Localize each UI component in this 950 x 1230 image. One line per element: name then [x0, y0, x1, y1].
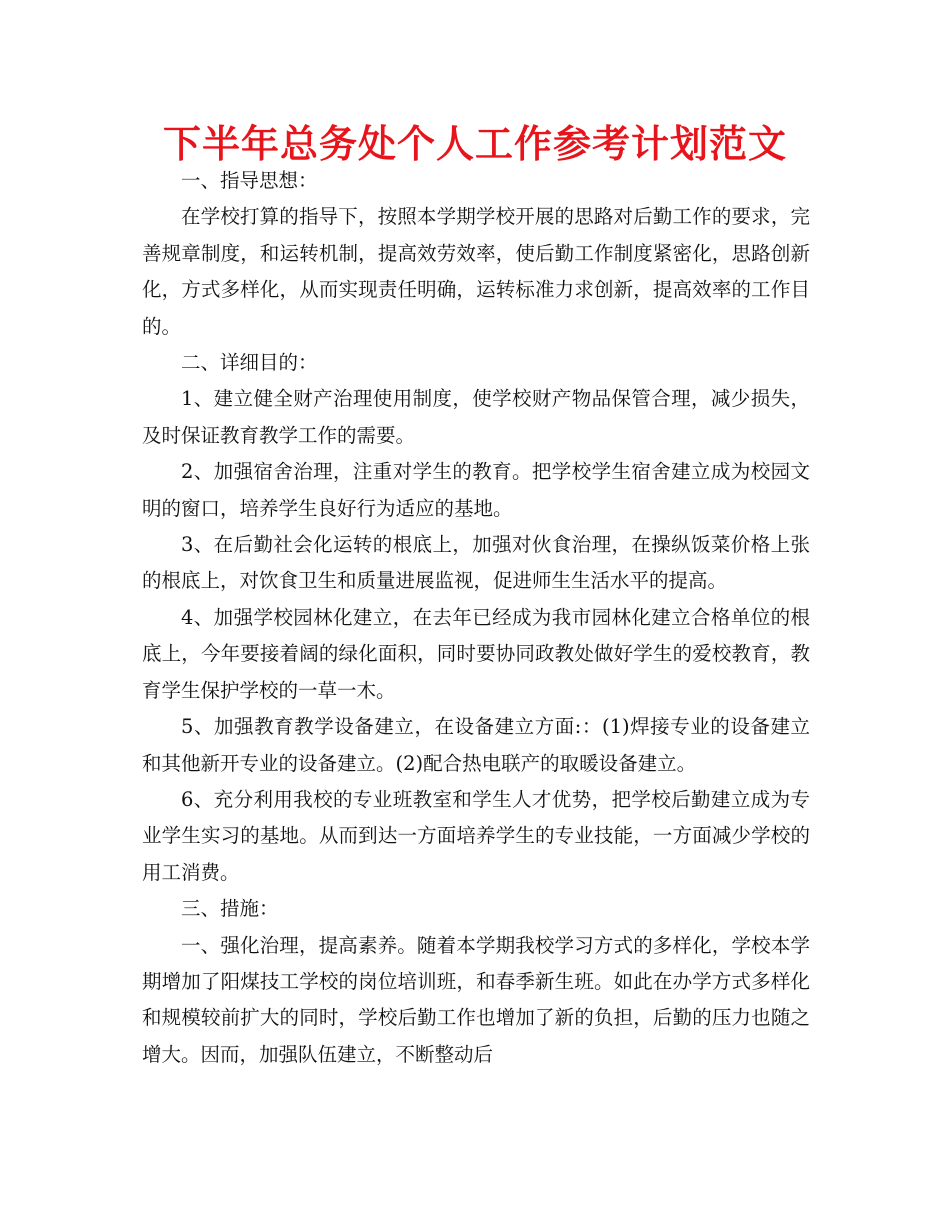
goal-item-4: 4、加强学校园林化建立，在去年已经成为我市园林化建立合格单位的根底上，今年要接着阔的绿化面积，同时要协同政教处做好学生的爱校教育，教育学生保护学校的一草一木。 [142, 605, 810, 702]
document-title: 下半年总务处个人工作参考计划范文 [162, 122, 787, 166]
measure-item-1: 一、强化治理，提高素养。随着本学期我校学习方式的多样化，学校本学期增加了阳煤技工学校的岗位培训班，和春季新生班。如此在办学方式多样化和规模较前扩大的同时，学校后勤工作也增加了新的负担，后勤的压力也随之增大。因而，加强队伍建立，不断整动后 [142, 933, 810, 1066]
paragraph-guiding-ideology: 在学校打算的指导下，按照本学期学校开展的思路对后勤工作的要求，完善规章制度，和运转机制，提高效劳效率，使后勤工作制度紧密化，思路创新化，方式多样化，从而实现责任明确，运转标准力求创新，提高效率的工作目的。 [142, 205, 810, 338]
section-heading-measures: 三、措施： [181, 897, 279, 921]
document-body [142, 163, 810, 1073]
goal-item-1: 1、建立健全财产治理使用制度，使学校财产物品保管合理，减少损失，及时保证教育教学工作的需要。 [142, 387, 810, 447]
section-heading-guiding-ideology: 一、指导思想： [181, 169, 318, 192]
section-heading-specific-goals: 二、详细目的： [181, 351, 318, 375]
goal-item-5: 5、加强教育教学设备建立，在设备建立方面:：(1)焊接专业的设备建立和其他新开专业的设备建立。(2)配合热电联产的取暖设备建立。 [142, 715, 810, 775]
goal-item-6: 6、充分利用我校的专业班教室和学生人才优势，把学校后勤建立成为专业学生实习的基地。从而到达一方面培养学生的专业技能，一方面减少学校的用工消费。 [142, 787, 810, 884]
goal-item-2: 2、加强宿舍治理，注重对学生的教育。把学校学生宿舍建立成为校园文明的窗口，培养学生良好行为适应的基地。 [142, 460, 810, 520]
goal-item-3: 3、在后勤社会化运转的根底上，加强对伙食治理，在操纵饭菜价格上张的根底上，对饮食卫生和质量进展监视，促进师生生活水平的提高。 [142, 533, 810, 593]
